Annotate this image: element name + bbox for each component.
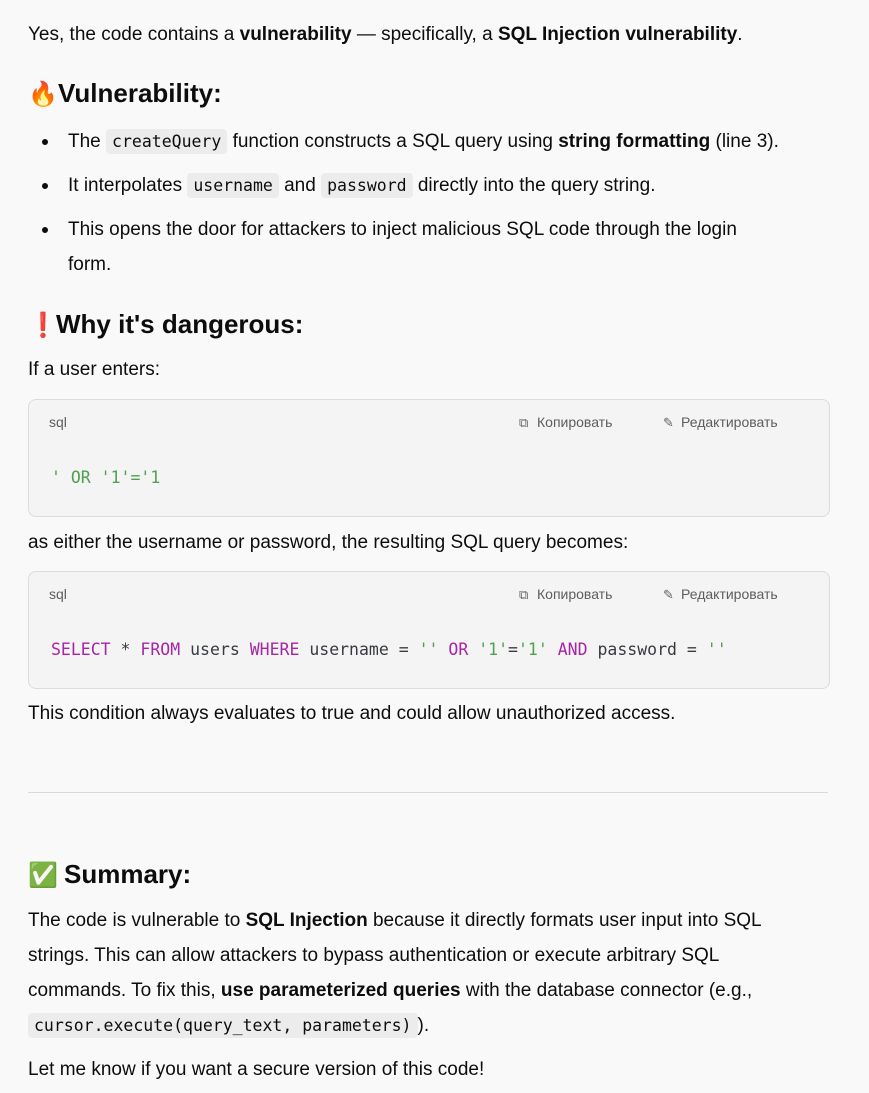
code-content	[51, 640, 727, 659]
code-string: '1'	[517, 640, 548, 659]
divider	[28, 792, 828, 793]
code-text: =	[508, 640, 518, 659]
summary-line	[28, 903, 828, 938]
code-string: ' OR '1'='1	[51, 468, 161, 487]
code-keyword: SELECT	[51, 640, 111, 659]
inline-code: username	[187, 173, 278, 198]
paragraph: This condition always evaluates to true and could allow unauthorized access.	[28, 703, 676, 724]
paragraph: as either the username or password, the resulting SQL query becomes:	[28, 532, 629, 553]
list-text: form.	[68, 254, 112, 275]
intro-paragraph	[28, 22, 743, 48]
list-text: It interpolates	[68, 175, 188, 196]
summary-text: The code is vulnerable to	[28, 910, 246, 931]
edit-button[interactable]	[663, 414, 778, 431]
summary-line	[28, 1008, 828, 1043]
vulnerability-list	[28, 124, 828, 291]
code-language-label: sql	[49, 414, 67, 430]
copy-button[interactable]	[519, 414, 612, 431]
list-text: directly into the query string.	[412, 175, 656, 196]
code-block	[28, 571, 830, 689]
list-text: and	[278, 175, 322, 196]
edit-label: Редактировать	[681, 414, 778, 430]
code-keyword: OR	[448, 640, 469, 659]
summary-bold: SQL Injection	[245, 910, 368, 931]
intro-bold-sql-injection: SQL Injection vulnerability	[497, 24, 738, 45]
list-text: The	[68, 131, 107, 152]
copy-icon: ⧉	[519, 415, 529, 430]
inline-code: cursor.execute(query_text, parameters)	[28, 1013, 418, 1038]
code-block	[28, 399, 830, 517]
heading-text: Why it's dangerous:	[56, 309, 304, 339]
summary-text: strings. This can allow attackers to bypass authentication or execute arbitrary SQL	[28, 945, 720, 966]
copy-label: Копировать	[537, 414, 613, 430]
list-text: (line 3).	[710, 131, 779, 152]
inline-code: password	[321, 173, 412, 198]
code-string: ''	[418, 640, 439, 659]
intro-bold-vulnerability: vulnerability	[239, 24, 352, 45]
copy-button[interactable]	[519, 586, 612, 603]
paragraph: If a user enters:	[28, 359, 161, 380]
edit-button[interactable]	[663, 586, 778, 603]
list-item	[28, 124, 828, 159]
list-text: function constructs a SQL query using	[227, 131, 559, 152]
intro-text: .	[737, 24, 743, 45]
heading-summary	[28, 857, 191, 893]
code-text: password =	[587, 640, 707, 659]
list-item	[28, 168, 828, 203]
intro-text: Yes, the code contains a	[28, 24, 240, 45]
intro-text: — specifically, a	[351, 24, 498, 45]
check-icon: ✅	[28, 862, 58, 889]
code-string: '1'	[478, 640, 509, 659]
list-bold: string formatting	[558, 131, 711, 152]
edit-icon: ✎	[663, 587, 674, 602]
closing-paragraph: Let me know if you want a secure version of this code!	[28, 1059, 485, 1080]
copy-icon: ⧉	[519, 587, 529, 602]
summary-line	[28, 938, 828, 973]
code-text: username =	[299, 640, 419, 659]
summary-line	[28, 973, 828, 1008]
exclamation-icon: ❗	[28, 312, 58, 339]
code-string: ''	[706, 640, 727, 659]
list-item	[28, 212, 828, 282]
code-text: *	[110, 640, 141, 659]
edit-label: Редактировать	[681, 586, 778, 602]
code-keyword: AND	[557, 640, 588, 659]
copy-label: Копировать	[537, 586, 613, 602]
code-text	[548, 640, 558, 659]
fire-icon: 🔥	[28, 81, 58, 108]
code-language-label: sql	[49, 586, 67, 602]
summary-bold: use parameterized queries	[220, 980, 461, 1001]
heading-vulnerability	[28, 76, 222, 112]
summary-text: with the database connector (e.g.,	[460, 980, 753, 1001]
code-text	[438, 640, 448, 659]
heading-text: Summary:	[64, 859, 192, 889]
summary-text: because it directly formats user input into SQL	[367, 910, 762, 931]
list-text: This opens the door for attackers to inject malicious SQL code through the login	[68, 219, 737, 240]
edit-icon: ✎	[663, 415, 674, 430]
code-keyword: FROM	[140, 640, 181, 659]
summary-paragraph	[28, 903, 828, 1043]
code-text	[468, 640, 478, 659]
code-text: users	[180, 640, 250, 659]
heading-text: Vulnerability:	[58, 78, 222, 108]
inline-code: createQuery	[106, 129, 227, 154]
summary-text: ).	[417, 1015, 430, 1036]
code-keyword: WHERE	[249, 640, 300, 659]
code-content	[51, 468, 160, 487]
summary-text: commands. To fix this,	[28, 980, 221, 1001]
heading-why-dangerous	[28, 307, 303, 343]
